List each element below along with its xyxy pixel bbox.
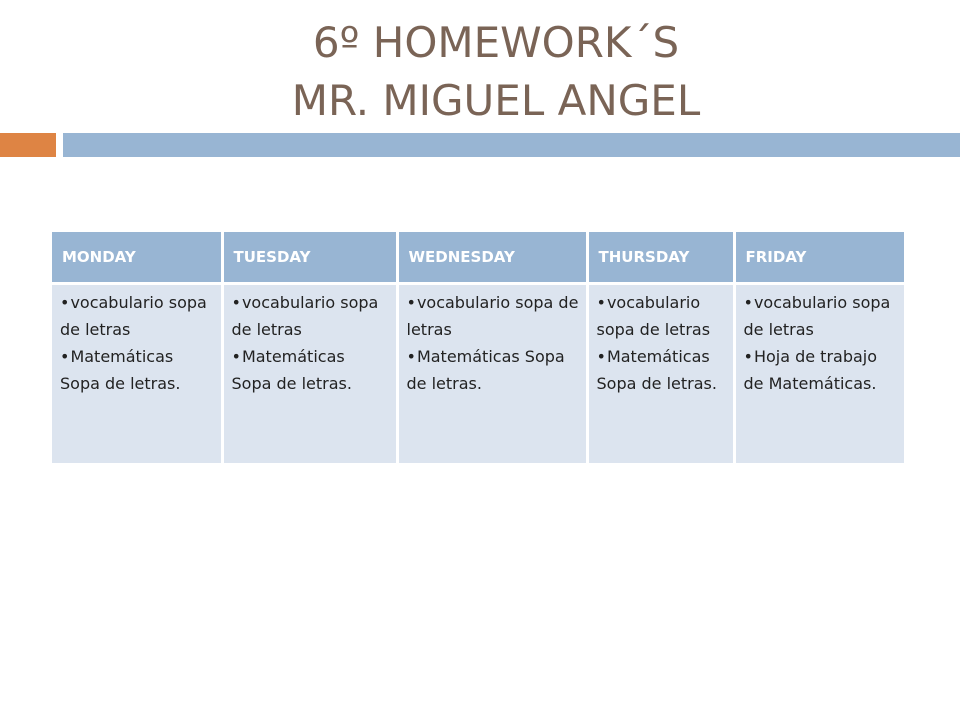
cell-wednesday	[397, 284, 587, 464]
title-line-1: 6º HOMEWORK´S	[312, 18, 680, 67]
cell-tuesday	[222, 284, 397, 464]
header-wednesday: WEDNESDAY	[397, 232, 587, 284]
slide-title	[0, 14, 960, 130]
list-item: • Matemáticas Sopa de letras.	[597, 343, 727, 397]
list-item: • vocabulario sopa de letras	[597, 289, 727, 343]
list-item: • Hoja de trabajo de Matemáticas.	[744, 343, 899, 397]
list-item: • Matemáticas Sopa de letras.	[60, 343, 215, 397]
list-item: • vocabulario sopa de letras	[744, 289, 899, 343]
cell-friday	[734, 284, 904, 464]
header-monday: MONDAY	[52, 232, 222, 284]
title-line-2: MR. MIGUEL ANGEL	[291, 76, 701, 125]
table-row	[52, 284, 904, 464]
header-tuesday: TUESDAY	[222, 232, 397, 284]
list-item: • vocabulario sopa de letras	[232, 289, 390, 343]
homework-table	[52, 232, 904, 463]
cell-thursday	[587, 284, 734, 464]
list-item: • Matemáticas Sopa de letras.	[232, 343, 390, 397]
list-item: • vocabulario sopa de letras	[407, 289, 580, 343]
header-thursday: THURSDAY	[587, 232, 734, 284]
header-friday: FRIDAY	[734, 232, 904, 284]
title-rule-bar	[63, 133, 960, 157]
accent-bar	[0, 133, 56, 157]
table-header-row	[52, 232, 904, 284]
list-item: • vocabulario sopa de letras	[60, 289, 215, 343]
list-item: • Matemáticas Sopa de letras.	[407, 343, 580, 397]
cell-monday	[52, 284, 222, 464]
